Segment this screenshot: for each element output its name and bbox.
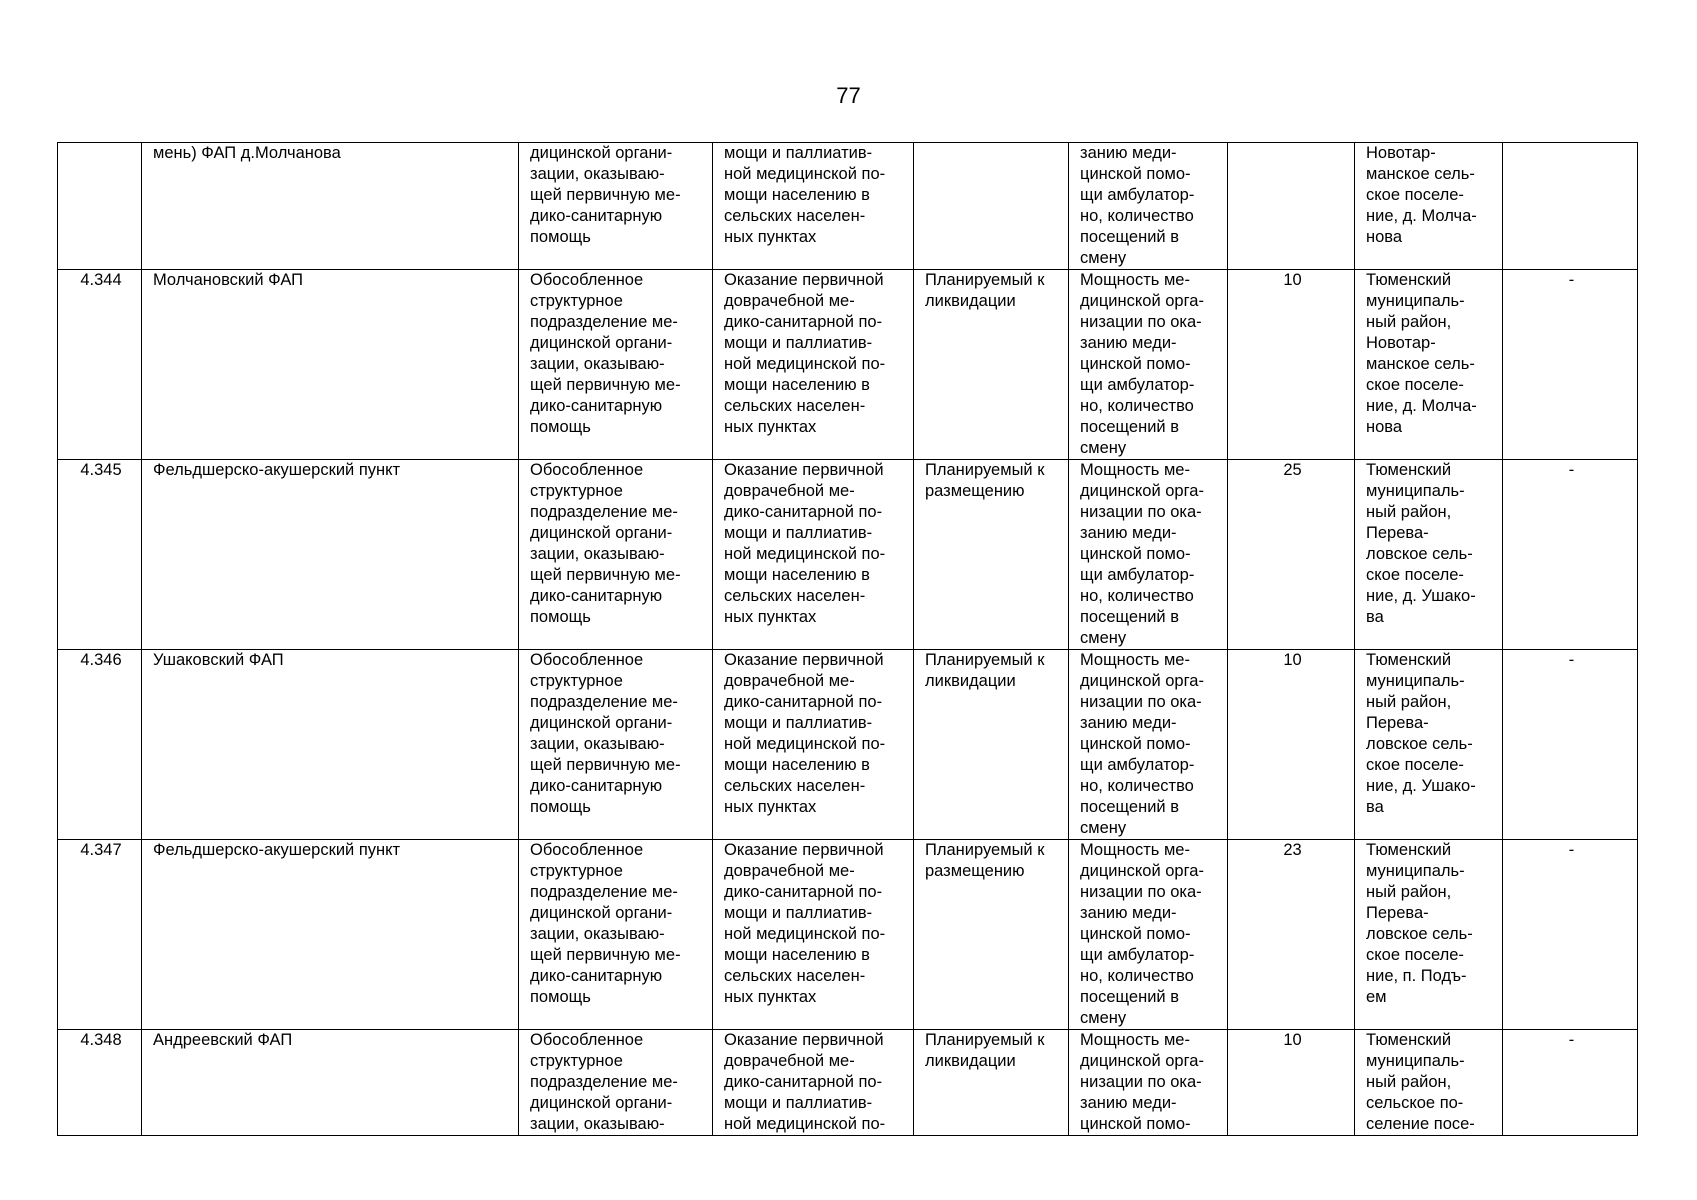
facility-characteristic: Мощность ме- дицинской орга- низации по ока- занию меди- цинской помо- щи амбулатор- но, количество посещений в смену xyxy=(1069,650,1228,840)
row-number: 4.344 xyxy=(58,270,142,460)
facility-status: Планируемый к ликвидации xyxy=(914,270,1069,460)
facility-characteristic: Мощность ме- дицинской орга- низации по ока- занию меди- цинской помо- щи амбулатор- но, количество посещений в смену xyxy=(1069,840,1228,1030)
facility-name: Молчановский ФАП xyxy=(142,270,519,460)
table-row xyxy=(58,460,1638,650)
facility-characteristic: Мощность ме- дицинской орга- низации по ока- занию меди- цинской помо- щи амбулатор- но, количество посещений в смену xyxy=(1069,270,1228,460)
facility-type: Обособленное структурное подразделение ме- дицинской органи- зации, оказываю- щей первичную ме- дико-санитарную помощь xyxy=(519,460,713,650)
facility-capacity: 10 xyxy=(1228,650,1355,840)
facility-status: Планируемый к размещению xyxy=(914,840,1069,1030)
facility-characteristic: Мощность ме- дицинской орга- низации по ока- занию меди- цинской помо- xyxy=(1069,1030,1228,1136)
facility-extra: - xyxy=(1503,460,1638,650)
table-row xyxy=(58,1030,1638,1136)
row-number: 4.346 xyxy=(58,650,142,840)
facility-purpose: Оказание первичной доврачебной ме- дико-санитарной по- мощи и паллиатив- ной медицинской по- мощи населению в сельских населен- ных пунктах xyxy=(713,650,914,840)
facility-extra: - xyxy=(1503,1030,1638,1136)
table-row xyxy=(58,270,1638,460)
facility-purpose: Оказание первичной доврачебной ме- дико-санитарной по- мощи и паллиатив- ной медицинской по- мощи населению в сельских населен- ных пунктах xyxy=(713,840,914,1030)
facility-capacity: 25 xyxy=(1228,460,1355,650)
facility-characteristic: Мощность ме- дицинской орга- низации по ока- занию меди- цинской помо- щи амбулатор- но, количество посещений в смену xyxy=(1069,460,1228,650)
facility-capacity: 10 xyxy=(1228,270,1355,460)
facility-status xyxy=(914,143,1069,270)
facility-location: Новотар- манское сель- ское поселе- ние, д. Молча- нова xyxy=(1355,143,1503,270)
facility-status: Планируемый к размещению xyxy=(914,460,1069,650)
facility-type: Обособленное структурное подразделение ме- дицинской органи- зации, оказываю- щей первичную ме- дико-санитарную помощь xyxy=(519,270,713,460)
table-row xyxy=(58,650,1638,840)
facility-characteristic: занию меди- цинской помо- щи амбулатор- но, количество посещений в смену xyxy=(1069,143,1228,270)
facility-name: мень) ФАП д.Молчанова xyxy=(142,143,519,270)
row-number: 4.348 xyxy=(58,1030,142,1136)
facility-name: Андреевский ФАП xyxy=(142,1030,519,1136)
row-number: 4.347 xyxy=(58,840,142,1030)
table-row xyxy=(58,143,1638,270)
facility-purpose: мощи и паллиатив- ной медицинской по- мощи населению в сельских населен- ных пунктах xyxy=(713,143,914,270)
row-number: 4.345 xyxy=(58,460,142,650)
row-number xyxy=(58,143,142,270)
facility-name: Ушаковский ФАП xyxy=(142,650,519,840)
facility-purpose: Оказание первичной доврачебной ме- дико-санитарной по- мощи и паллиатив- ной медицинской по- мощи населению в сельских населен- ных пунктах xyxy=(713,270,914,460)
facility-name: Фельдшерско-акушерский пункт xyxy=(142,840,519,1030)
facility-location: Тюменский муниципаль- ный район, сельское по- селение посе- xyxy=(1355,1030,1503,1136)
facility-purpose: Оказание первичной доврачебной ме- дико-санитарной по- мощи и паллиатив- ной медицинской по- xyxy=(713,1030,914,1136)
facility-extra: - xyxy=(1503,270,1638,460)
facility-type: дицинской органи- зации, оказываю- щей первичную ме- дико-санитарную помощь xyxy=(519,143,713,270)
facility-extra xyxy=(1503,143,1638,270)
facility-status: Планируемый к ликвидации xyxy=(914,650,1069,840)
table-row xyxy=(58,840,1638,1030)
facility-type: Обособленное структурное подразделение ме- дицинской органи- зации, оказываю- щей первичную ме- дико-санитарную помощь xyxy=(519,650,713,840)
facility-location: Тюменский муниципаль- ный район, Перева- ловское сель- ское поселе- ние, д. Ушако- ва xyxy=(1355,460,1503,650)
facility-type: Обособленное структурное подразделение ме- дицинской органи- зации, оказываю- щей первичную ме- дико-санитарную помощь xyxy=(519,840,713,1030)
facility-capacity: 10 xyxy=(1228,1030,1355,1136)
facility-extra: - xyxy=(1503,840,1638,1030)
facility-extra: - xyxy=(1503,650,1638,840)
facility-location: Тюменский муниципаль- ный район, Перева- ловское сель- ское поселе- ние, д. Ушако- ва xyxy=(1355,650,1503,840)
facility-name: Фельдшерско-акушерский пункт xyxy=(142,460,519,650)
facility-capacity xyxy=(1228,143,1355,270)
facility-location: Тюменский муниципаль- ный район, Новотар- манское сель- ское поселе- ние, д. Молча- нова xyxy=(1355,270,1503,460)
facility-capacity: 23 xyxy=(1228,840,1355,1030)
facility-status: Планируемый к ликвидации xyxy=(914,1030,1069,1136)
facility-type: Обособленное структурное подразделение ме- дицинской органи- зации, оказываю- xyxy=(519,1030,713,1136)
page-number: 77 xyxy=(836,83,861,108)
facilities-table xyxy=(57,142,1638,1136)
facility-location: Тюменский муниципаль- ный район, Перева- ловское сель- ское поселе- ние, п. Подъ- ем xyxy=(1355,840,1503,1030)
facility-purpose: Оказание первичной доврачебной ме- дико-санитарной по- мощи и паллиатив- ной медицинской по- мощи населению в сельских населен- ных пунктах xyxy=(713,460,914,650)
